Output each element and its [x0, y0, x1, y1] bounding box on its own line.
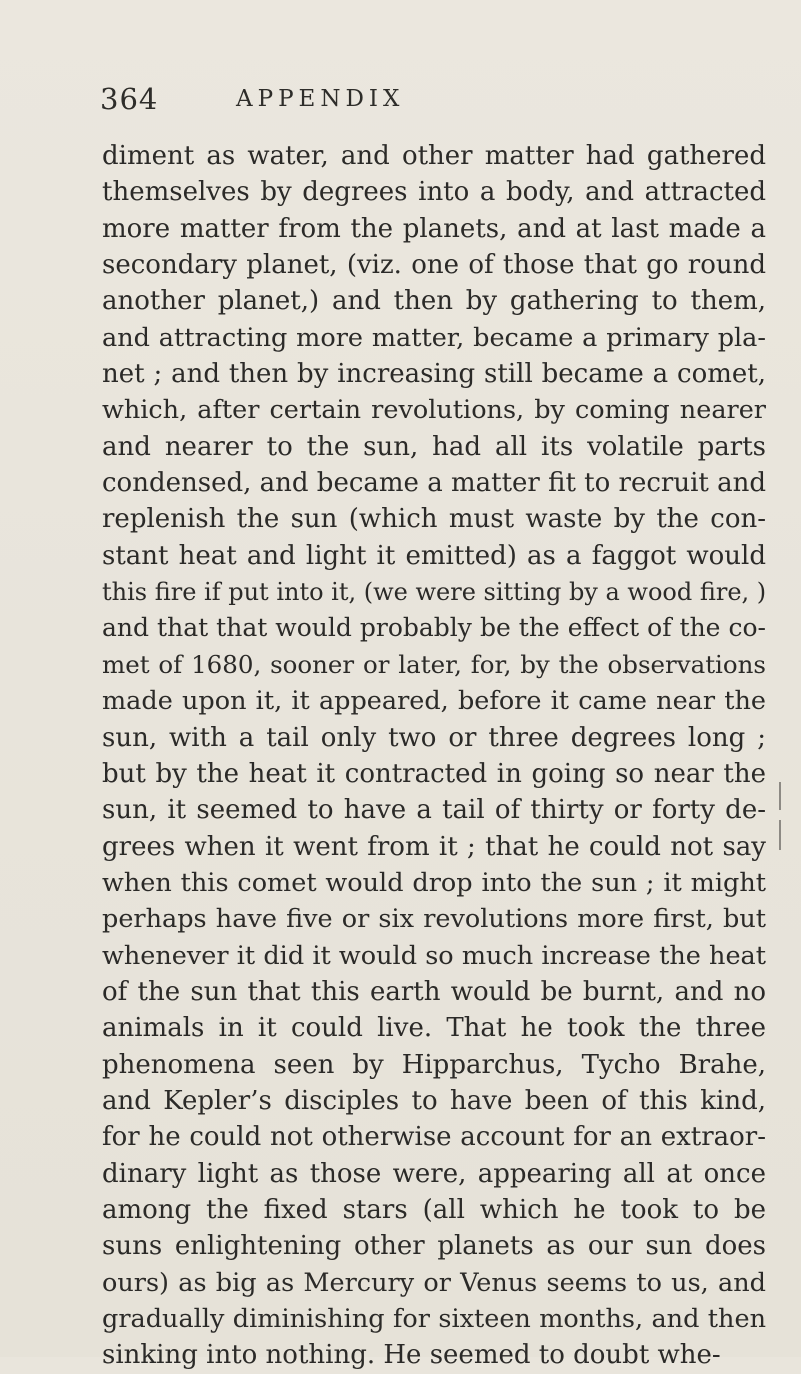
page-number: 364 — [100, 82, 159, 116]
text-line: and Kepler’s disciples to have been of this kind, — [102, 1085, 766, 1116]
text-line: sinking into nothing. He seemed to doubt whe- — [102, 1340, 721, 1371]
text-line: more matter from the planets, and at last made a — [102, 213, 766, 244]
text-line: which, after certain revolutions, by coming nearer — [102, 395, 766, 426]
text-line: ours) as big as Mercury or Venus seems to us, and — [102, 1267, 766, 1298]
text-line: and nearer to the sun, had all its volatile parts — [102, 431, 766, 462]
text-line: met of 1680, sooner or later, for, by the observations — [102, 649, 766, 679]
text-line: suns enlightening other planets as our sun does — [102, 1231, 766, 1262]
text-line: dinary light as those were, appearing all at once — [102, 1158, 766, 1189]
text-line: perhaps have five or six revolutions more first, but — [102, 904, 766, 935]
text-line: gradually diminishing for sixteen months, and then — [102, 1304, 766, 1334]
text-line: and attracting more matter, became a primary pla- — [102, 322, 766, 353]
text-line: another planet,) and then by gathering to them, — [102, 286, 766, 317]
text-line: for he could not otherwise account for an extraor- — [102, 1122, 766, 1153]
text-line: sun, with a tail only two or three degrees long ; — [102, 722, 766, 753]
text-line: stant heat and light it emitted) as a faggot would — [102, 540, 766, 571]
body-text — [102, 138, 766, 1374]
margin-mark — [779, 820, 781, 850]
text-line: themselves by degrees into a body, and attracted — [102, 177, 766, 208]
text-line: when this comet would drop into the sun ; it might — [102, 867, 766, 898]
text-line: of the sun that this earth would be burnt, and no — [102, 976, 766, 1007]
page-header — [100, 82, 760, 122]
text-line: among the fixed stars (all which he took to be — [102, 1194, 766, 1225]
text-line: whenever it did it would so much increase the heat — [102, 940, 766, 971]
text-line: animals in it could live. That he took the three — [102, 1013, 766, 1044]
margin-mark — [779, 782, 781, 810]
text-line: grees when it went from it ; that he could not say — [102, 831, 766, 862]
text-line: diment as water, and other matter had gathered — [102, 141, 766, 171]
text-line: this fire if put into it, (we were sitting by a wood fire, ) — [102, 578, 767, 607]
text-line: made upon it, it appeared, before it came near the — [102, 686, 766, 717]
text-line: secondary planet, (viz. one of those that go round — [102, 250, 766, 281]
text-line: and that that would probably be the effect of the co- — [102, 613, 766, 643]
text-line: condensed, and became a matter fit to recruit and — [102, 468, 766, 499]
text-line: phenomena seen by Hipparchus, Tycho Brahe, — [102, 1049, 766, 1080]
running-head: APPENDIX — [236, 86, 405, 112]
text-line: but by the heat it contracted in going so near the — [102, 758, 766, 789]
text-line: sun, it seemed to have a tail of thirty or forty de- — [102, 795, 766, 826]
text-line: net ; and then by increasing still became a comet, — [102, 359, 766, 390]
text-line: replenish the sun (which must waste by the con- — [102, 504, 766, 535]
